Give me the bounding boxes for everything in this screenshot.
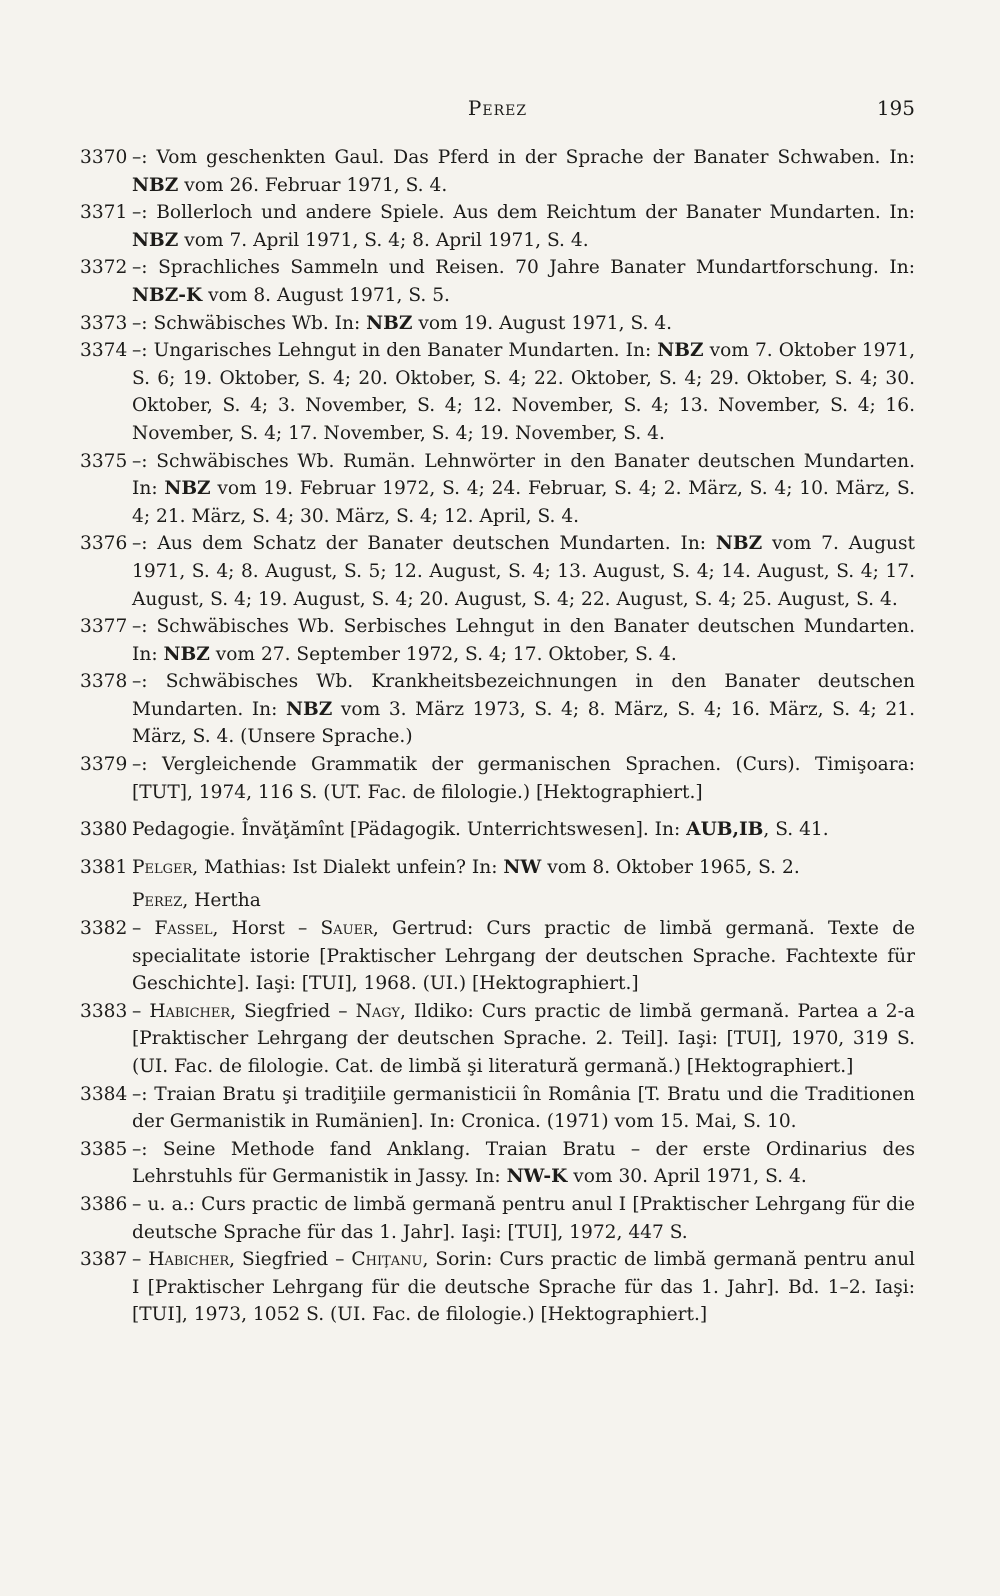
entry-text: – Habicher, Siegfried – Chiţanu, Sorin: Curs practic de limbă germană pentru anul I [Praktischer Lehrgang für die deutsche Sprache für das 1. Jahr]. Bd. 1–2. Iaşi: [TUI], 1973, 1052 S. (UI. Fac. de filologie.) [Hektographiert.] <box>132 1249 916 1326</box>
entry-3387 <box>80 1246 915 1329</box>
entry-number: 3377 <box>80 616 128 638</box>
entry-3380 <box>80 816 915 844</box>
entry-3372 <box>80 254 915 309</box>
entry-number: 3373 <box>80 312 128 334</box>
entry-3378 <box>80 668 915 751</box>
author-heading: Perez, Hertha <box>132 890 261 912</box>
entry-number: 3382 <box>80 918 128 940</box>
entry-number: 3383 <box>80 1000 128 1022</box>
entry-text: – Habicher, Siegfried – Nagy, Ildiko: Curs practic de limbă germană. Partea a 2-a [Praktischer Lehrgang der deutschen Sprache. 2. Teil]. Iaşi: [TUI], 1970, 319 S. (UI. Fac. de filologie. Cat. de limbă şi literatură germană.) [Hektographiert.] <box>132 1000 915 1077</box>
entry-text: –: Vom geschenkten Gaul. Das Pferd in der Sprache der Banater Schwaben. In: NBZ vom 26. Februar 1971, S. 4. <box>132 147 915 196</box>
entry-text: Pedagogie. Învăţămînt [Pädagogik. Unterrichtswesen]. In: AUB,IB, S. 41. <box>132 819 829 841</box>
entry-3375 <box>80 448 915 531</box>
entry-text: –: Vergleichende Grammatik der germanischen Sprachen. (Curs). Timişoara: [TUT], 1974, 116 S. (UT. Fac. de filologie.) [Hektographiert.] <box>132 754 915 803</box>
entry-text: –: Bollerloch und andere Spiele. Aus dem Reichtum der Banater Mundarten. In: NBZ vom 7. April 1971, S. 4; 8. April 1971, S. 4. <box>132 202 915 251</box>
entry-3382 <box>80 915 915 998</box>
entry-number: 3385 <box>80 1138 128 1160</box>
entry-3386 <box>80 1191 915 1246</box>
entry-number: 3376 <box>80 533 128 555</box>
book-page <box>80 96 915 1329</box>
entry-number: 3380 <box>80 819 128 841</box>
entry-3383 <box>80 998 915 1081</box>
entry-text: –: Ungarisches Lehngut in den Banater Mundarten. In: NBZ vom 7. Oktober 1971, S. 6; 19. Oktober, S. 4; 20. Oktober, S. 4; 22. Oktober, S. 4; 29. Oktober, S. 4; 30. Oktober, S. 4; 3. November, S. 4; 12. November, S. 4; 13. November, S. 4; 16. November, S. 4; 17. November, S. 4; 19. November, S. 4. <box>132 340 915 444</box>
entry-3385 <box>80 1136 915 1191</box>
entry-3373 <box>80 310 915 338</box>
entry-text: – Fassel, Horst – Sauer, Gertrud: Curs practic de limbă germană. Texte de specialitate istorie [Praktischer Lehrgang der deutschen Sprache. Fachtexte für Geschichte]. Iaşi: [TUI], 1968. (UI.) [Hektographiert.] <box>132 918 915 995</box>
running-title: Perez <box>467 96 528 120</box>
entry-text: –: Aus dem Schatz der Banater deutschen Mundarten. In: NBZ vom 7. August 1971, S. 4; 8. August, S. 5; 12. August, S. 4; 13. August, S. 4; 14. August, S. 4; 17. August, S. 4; 19. August, S. 4; 20. August, S. 4; 22. August, S. 4; 25. August, S. 4. <box>132 533 915 610</box>
entry-number: 3378 <box>80 671 128 693</box>
entry-number: 3372 <box>80 257 128 279</box>
entry-text: –: Schwäbisches Wb. Serbisches Lehngut in den Banater deutschen Mundarten. In: NBZ vom 27. September 1972, S. 4; 17. Oktober, S. 4. <box>132 616 915 665</box>
entry-3371 <box>80 199 915 254</box>
entry-text: –: Seine Methode fand Anklang. Traian Bratu – der erste Ordinarius des Lehrstuhls für Germanistik in Jassy. In: NW-K vom 30. April 1971, S. 4. <box>132 1138 915 1188</box>
running-head <box>80 96 915 132</box>
entry-number: 3386 <box>80 1193 128 1215</box>
entry-3384 <box>80 1081 915 1136</box>
entry-text: –: Schwäbisches Wb. In: NBZ vom 19. August 1971, S. 4. <box>132 312 673 334</box>
entry-number: 3387 <box>80 1249 128 1271</box>
entry-text: –: Schwäbisches Wb. Krankheitsbezeichnungen in den Banater deutschen Mundarten. In: NBZ vom 3. März 1973, S. 4; 8. März, S. 4; 16. März, S. 4; 21. März, S. 4. (Unsere Sprache.) <box>132 671 915 748</box>
entry-number: 3370 <box>80 147 128 168</box>
entry-text: –: Traian Bratu şi tradiţiile germanisticii în România [T. Bratu und die Traditionen der Germanistik in Rumänien]. In: Cronica. (1971) vom 15. Mai, S. 10. <box>132 1083 915 1133</box>
entry-number: 3379 <box>80 754 128 776</box>
page-number: 195 <box>876 96 915 120</box>
entry-text: –: Sprachliches Sammeln und Reisen. 70 Jahre Banater Mundartforschung. In: NBZ-K vom 8. August 1971, S. 5. <box>132 257 915 306</box>
entry-3370 <box>80 144 915 199</box>
entry-text: – u. a.: Curs practic de limbă germană pentru anul I [Praktischer Lehrgang für die deutsche Sprache für das 1. Jahr]. Iaşi: [TUI], 1972, 447 S. <box>132 1193 915 1243</box>
bibliography-list <box>80 144 915 1329</box>
entry-text: Pelger, Mathias: Ist Dialekt unfein? In: NW vom 8. Oktober 1965, S. 2. <box>132 856 800 878</box>
entry-number: 3375 <box>80 450 128 472</box>
entry-3381 <box>80 854 915 882</box>
entry-number: 3381 <box>80 856 128 878</box>
entry-3374 <box>80 337 915 447</box>
entry-number: 3371 <box>80 202 128 224</box>
entry-3379 <box>80 751 915 806</box>
entry-number: 3374 <box>80 340 128 362</box>
entry-number: 3384 <box>80 1083 128 1105</box>
entry-text: –: Schwäbisches Wb. Rumän. Lehnwörter in den Banater deutschen Mundarten. In: NBZ vom 19. Februar 1972, S. 4; 24. Februar, S. 4; 2. März, S. 4; 10. März, S. 4; 21. März, S. 4; 30. März, S. 4; 12. April, S. 4. <box>132 450 915 527</box>
entry-3376 <box>80 530 915 613</box>
entry-3377 <box>80 613 915 668</box>
